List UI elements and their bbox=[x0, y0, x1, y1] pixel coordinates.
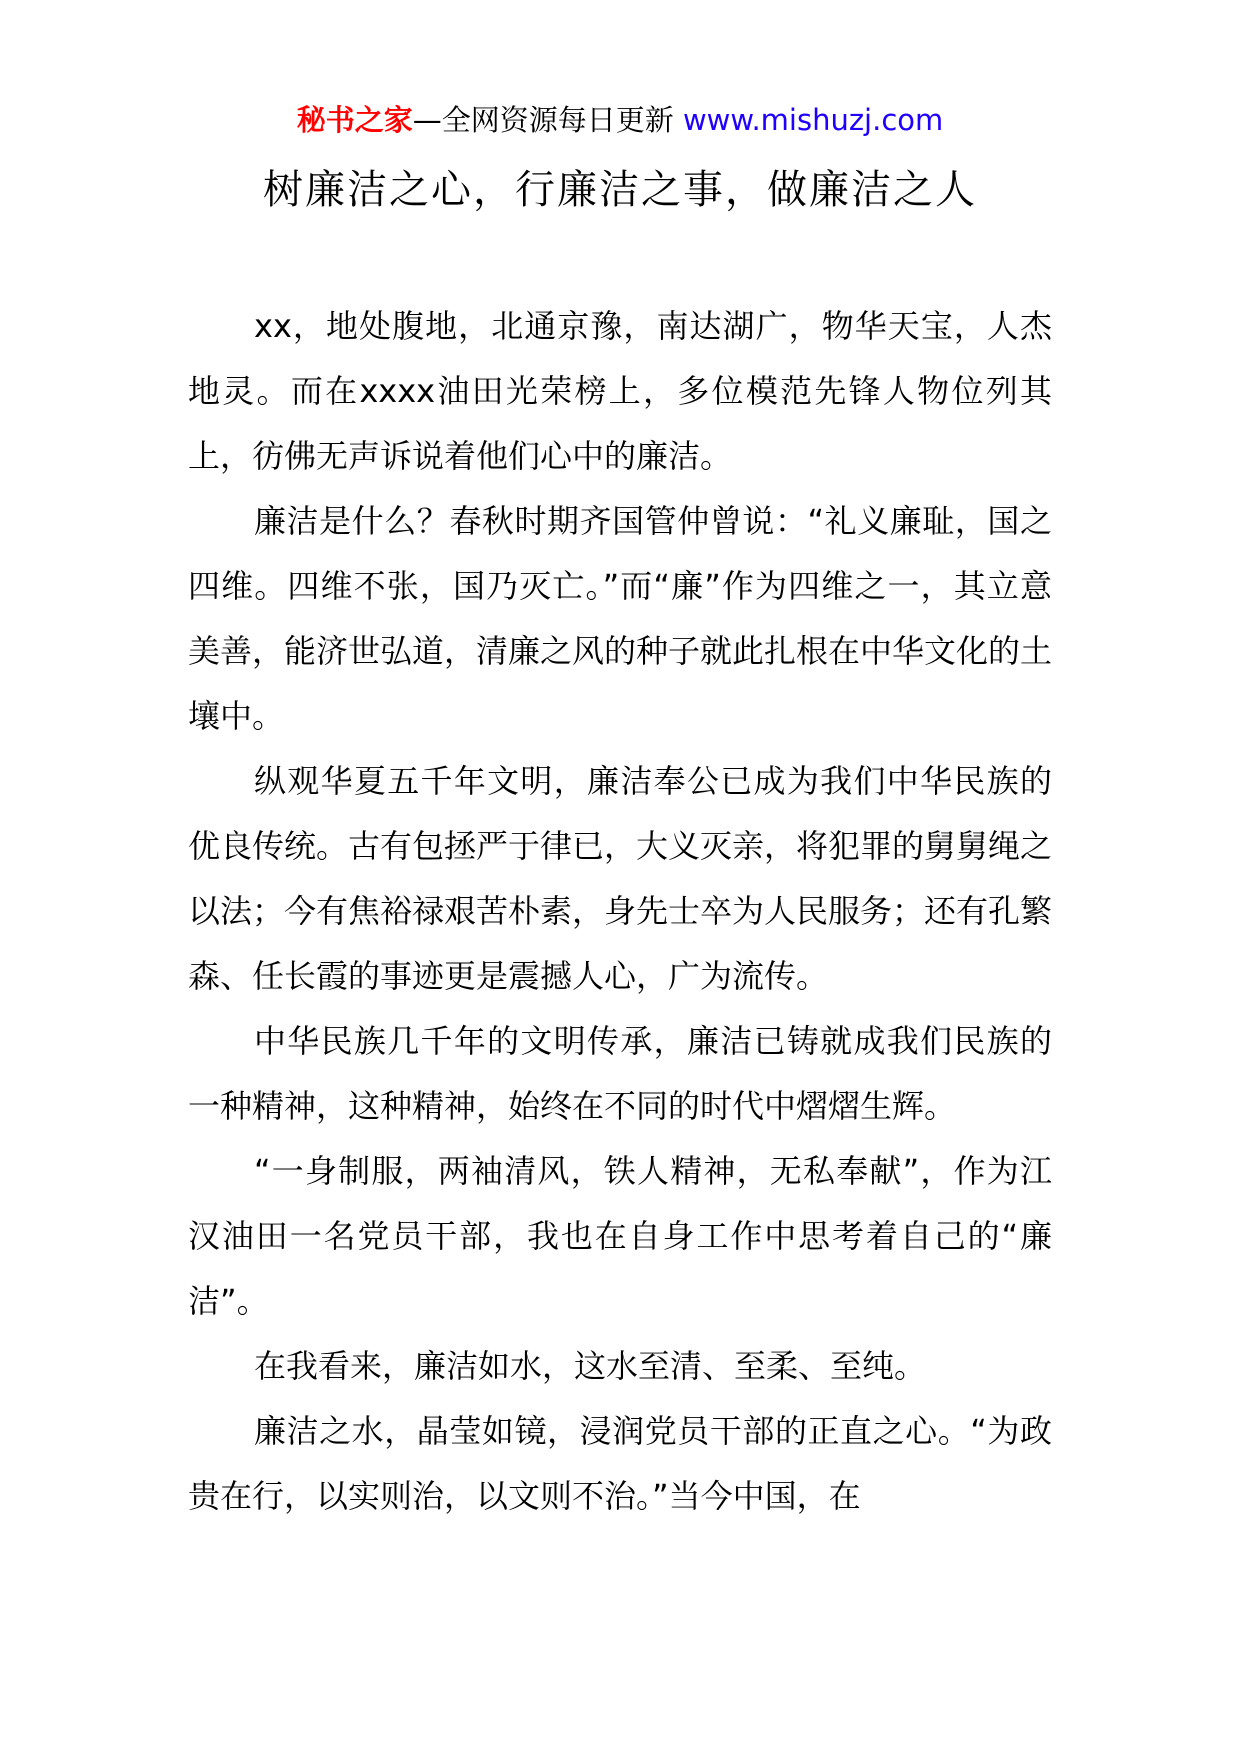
site-brand: 秘书之家 bbox=[296, 103, 413, 137]
paragraph-4: 中华民族几千年的文明传承，廉洁已铸就成我们民族的一种精神，这种精神，始终在不同的时代中熠熠生辉。 bbox=[188, 1022, 1052, 1125]
paragraph-2: 廉洁是什么？春秋时期齐国管仲曾说：“礼义廉耻，国之四维。四维不张，国乃灭亡。”而“廉”作为四维之一，其立意美善，能济世弘道，清廉之风的种子就此扎根在中华文化的土壤中。 bbox=[188, 502, 1053, 735]
paragraph-7: 廉洁之水，晶莹如镜，浸润党员干部的正直之心。“为政贵在行，以实则治，以文则不治。”当今中国，在 bbox=[188, 1412, 1052, 1515]
paragraph-3: 纵观华夏五千年文明，廉洁奉公已成为我们中华民族的优良传统。古有包拯严于律已，大义灭亲，将犯罪的舅舅绳之以法；今有焦裕禄艰苦朴素，身先士卒为人民服务；还有孔繁森、任长霞的事迹更是震撼人心，广为流传。 bbox=[188, 762, 1053, 995]
paragraph-1: xx，地处腹地，北通京豫，南达湖广，物华天宝，人杰地灵。而在xxxx油田光荣榜上，多位模范先锋人物位列其上，彷佛无声诉说着他们心中的廉洁。 bbox=[188, 307, 1052, 475]
site-url-link[interactable]: www.mishuzj.com bbox=[682, 103, 944, 137]
site-tagline: —全网资源每日更新 bbox=[412, 103, 683, 137]
paragraph-5: “一身制服，两袖清风，铁人精神，无私奉献”，作为江汉油田一名党员干部，我也在自身工作中思考着自己的“廉洁”。 bbox=[188, 1152, 1052, 1320]
document-body bbox=[188, 294, 1052, 1529]
site-header bbox=[0, 100, 1240, 140]
paragraph-6: 在我看来，廉洁如水，这水至清、至柔、至纯。 bbox=[254, 1347, 927, 1385]
document-title: 树廉洁之心，行廉洁之事，做廉洁之人 bbox=[263, 167, 977, 213]
